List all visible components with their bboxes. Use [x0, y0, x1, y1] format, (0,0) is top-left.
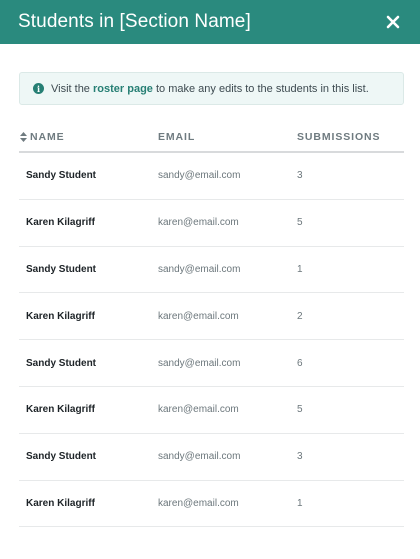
table-row[interactable] [19, 481, 404, 528]
student-email: sandy@email.com [158, 451, 241, 463]
table-body [19, 153, 404, 527]
info-icon: i [33, 83, 44, 94]
close-button[interactable] [382, 11, 404, 33]
submission-count: 2 [297, 310, 303, 322]
student-email: karen@email.com [158, 217, 239, 229]
column-header-name-label: NAME [30, 130, 65, 143]
close-icon [386, 15, 400, 29]
student-email: karen@email.com [158, 310, 239, 322]
submission-count: 5 [297, 404, 303, 416]
student-email: sandy@email.com [158, 170, 241, 182]
column-header-email[interactable]: EMAIL [158, 130, 196, 143]
students-table [19, 122, 404, 527]
student-name: Sandy Student [26, 451, 97, 463]
roster-page-link[interactable]: roster page [93, 82, 153, 95]
student-name: Sandy Student [26, 357, 97, 369]
modal-title: Students in [Section Name] [18, 11, 251, 32]
student-email: sandy@email.com [158, 263, 241, 275]
student-name: Karen Kilagriff [26, 404, 95, 416]
table-row[interactable] [19, 153, 404, 200]
table-row[interactable] [19, 434, 404, 481]
student-name: Sandy Student [26, 263, 97, 275]
submission-count: 5 [297, 217, 303, 229]
table-row[interactable] [19, 247, 404, 294]
table-row[interactable] [19, 387, 404, 434]
table-row[interactable] [19, 293, 404, 340]
student-name: Karen Kilagriff [26, 310, 95, 322]
student-email: karen@email.com [158, 497, 239, 509]
student-name: Karen Kilagriff [26, 217, 95, 229]
sort-icon [20, 132, 27, 142]
submission-count: 6 [297, 357, 303, 369]
table-row[interactable] [19, 200, 404, 247]
submission-count: 1 [297, 497, 303, 509]
student-name: Karen Kilagriff [26, 497, 95, 509]
column-header-name[interactable] [19, 131, 158, 143]
student-name: Sandy Student [26, 170, 97, 182]
submission-count: 3 [297, 170, 303, 182]
submission-count: 1 [297, 263, 303, 275]
table-row[interactable] [19, 340, 404, 387]
modal-header [0, 0, 420, 44]
submission-count: 3 [297, 451, 303, 463]
student-email: sandy@email.com [158, 357, 241, 369]
notice-prefix: Visit the [51, 82, 93, 95]
table-header [19, 122, 404, 153]
roster-notice [19, 72, 404, 105]
column-header-submissions[interactable]: SUBMISSIONS [297, 130, 381, 143]
student-email: karen@email.com [158, 404, 239, 416]
notice-suffix: to make any edits to the students in this list. [152, 82, 369, 95]
